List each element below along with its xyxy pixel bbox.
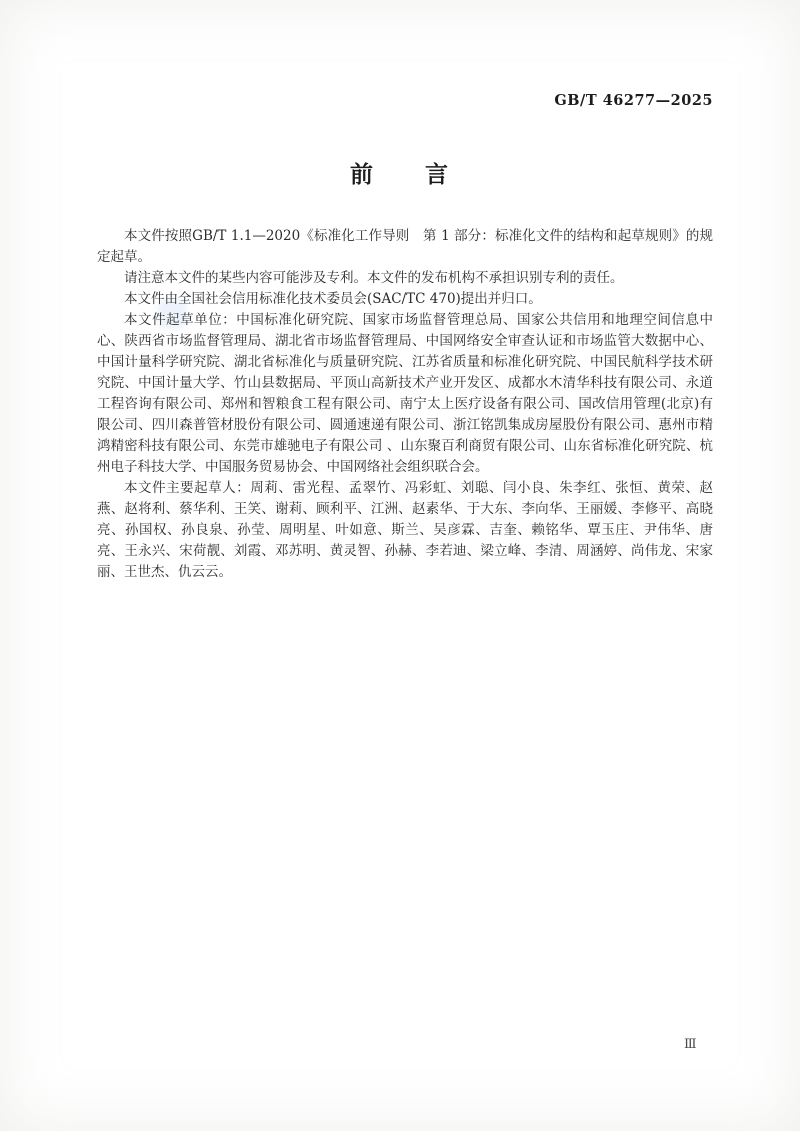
standard-number: GB/T 46277—2025 (554, 92, 713, 109)
paragraph-drafting-rules: 本文件按照GB/T 1.1—2020《标准化工作导则 第 1 部分：标准化文件的结构和起草规则》的规定起草。 (97, 228, 713, 265)
foreword-body (97, 226, 713, 583)
paragraph-main-drafters: 本文件主要起草人：周莉、雷光程、孟翠竹、冯彩虹、刘聪、闫小良、朱李红、张恒、黄荣、赵燕、赵将利、蔡华利、王笑、谢莉、顾利平、江洲、赵素华、于大东、李向华、王丽媛、李修平、高晓亮、孙国权、孙良泉、孙莹、周明星、叶如意、斯兰、吴彦霖、吉奎、赖铭华、覃玉庄、尹伟华、唐亮、王永兴、宋荷靓、刘霞、邓苏明、黄灵智、孙赫、李若迪、梁立峰、李清、周涵婷、尚伟龙、宋家丽、王世杰、仇云云。 (97, 480, 713, 580)
page-number: Ⅲ (684, 1037, 698, 1052)
paragraph-patent-notice: 请注意本文件的某些内容可能涉及专利。本文件的发布机构不承担识别专利的责任。 (124, 270, 624, 286)
foreword-title: 前 言 (350, 161, 450, 188)
paragraph-drafting-organizations: 本文件起草单位：中国标准化研究院、国家市场监督管理总局、国家公共信用和地理空间信息中心、陕西省市场监督管理局、湖北省市场监督管理局、中国网络安全审查认证和市场监管大数据中心、中国计量科学研究院、湖北省标准化与质量研究院、江苏省质量和标准化研究院、中国民航科学技术研究院、中国计量大学、竹山县数据局、平顶山高新技术产业开发区、成都水木清华科技有限公司、永道工程咨询有限公司、郑州和智粮食工程有限公司、南宁太上医疗设备有限公司、国改信用管理(北京)有限公司、四川森普管材股份有限公司、圆通速递有限公司、浙江铭凯集成房屋股份有限公司、惠州市精鸿精密科技有限公司、东莞市雄驰电子有限公司 、山东聚百利商贸有限公司、山东省标准化研究院、杭州电子科技大学、中国服务贸易协会、中国网络社会组织联合会。 (97, 312, 713, 475)
paragraph-committee: 本文件由全国社会信用标准化技术委员会(SAC/TC 470)提出并归口。 (124, 291, 542, 307)
